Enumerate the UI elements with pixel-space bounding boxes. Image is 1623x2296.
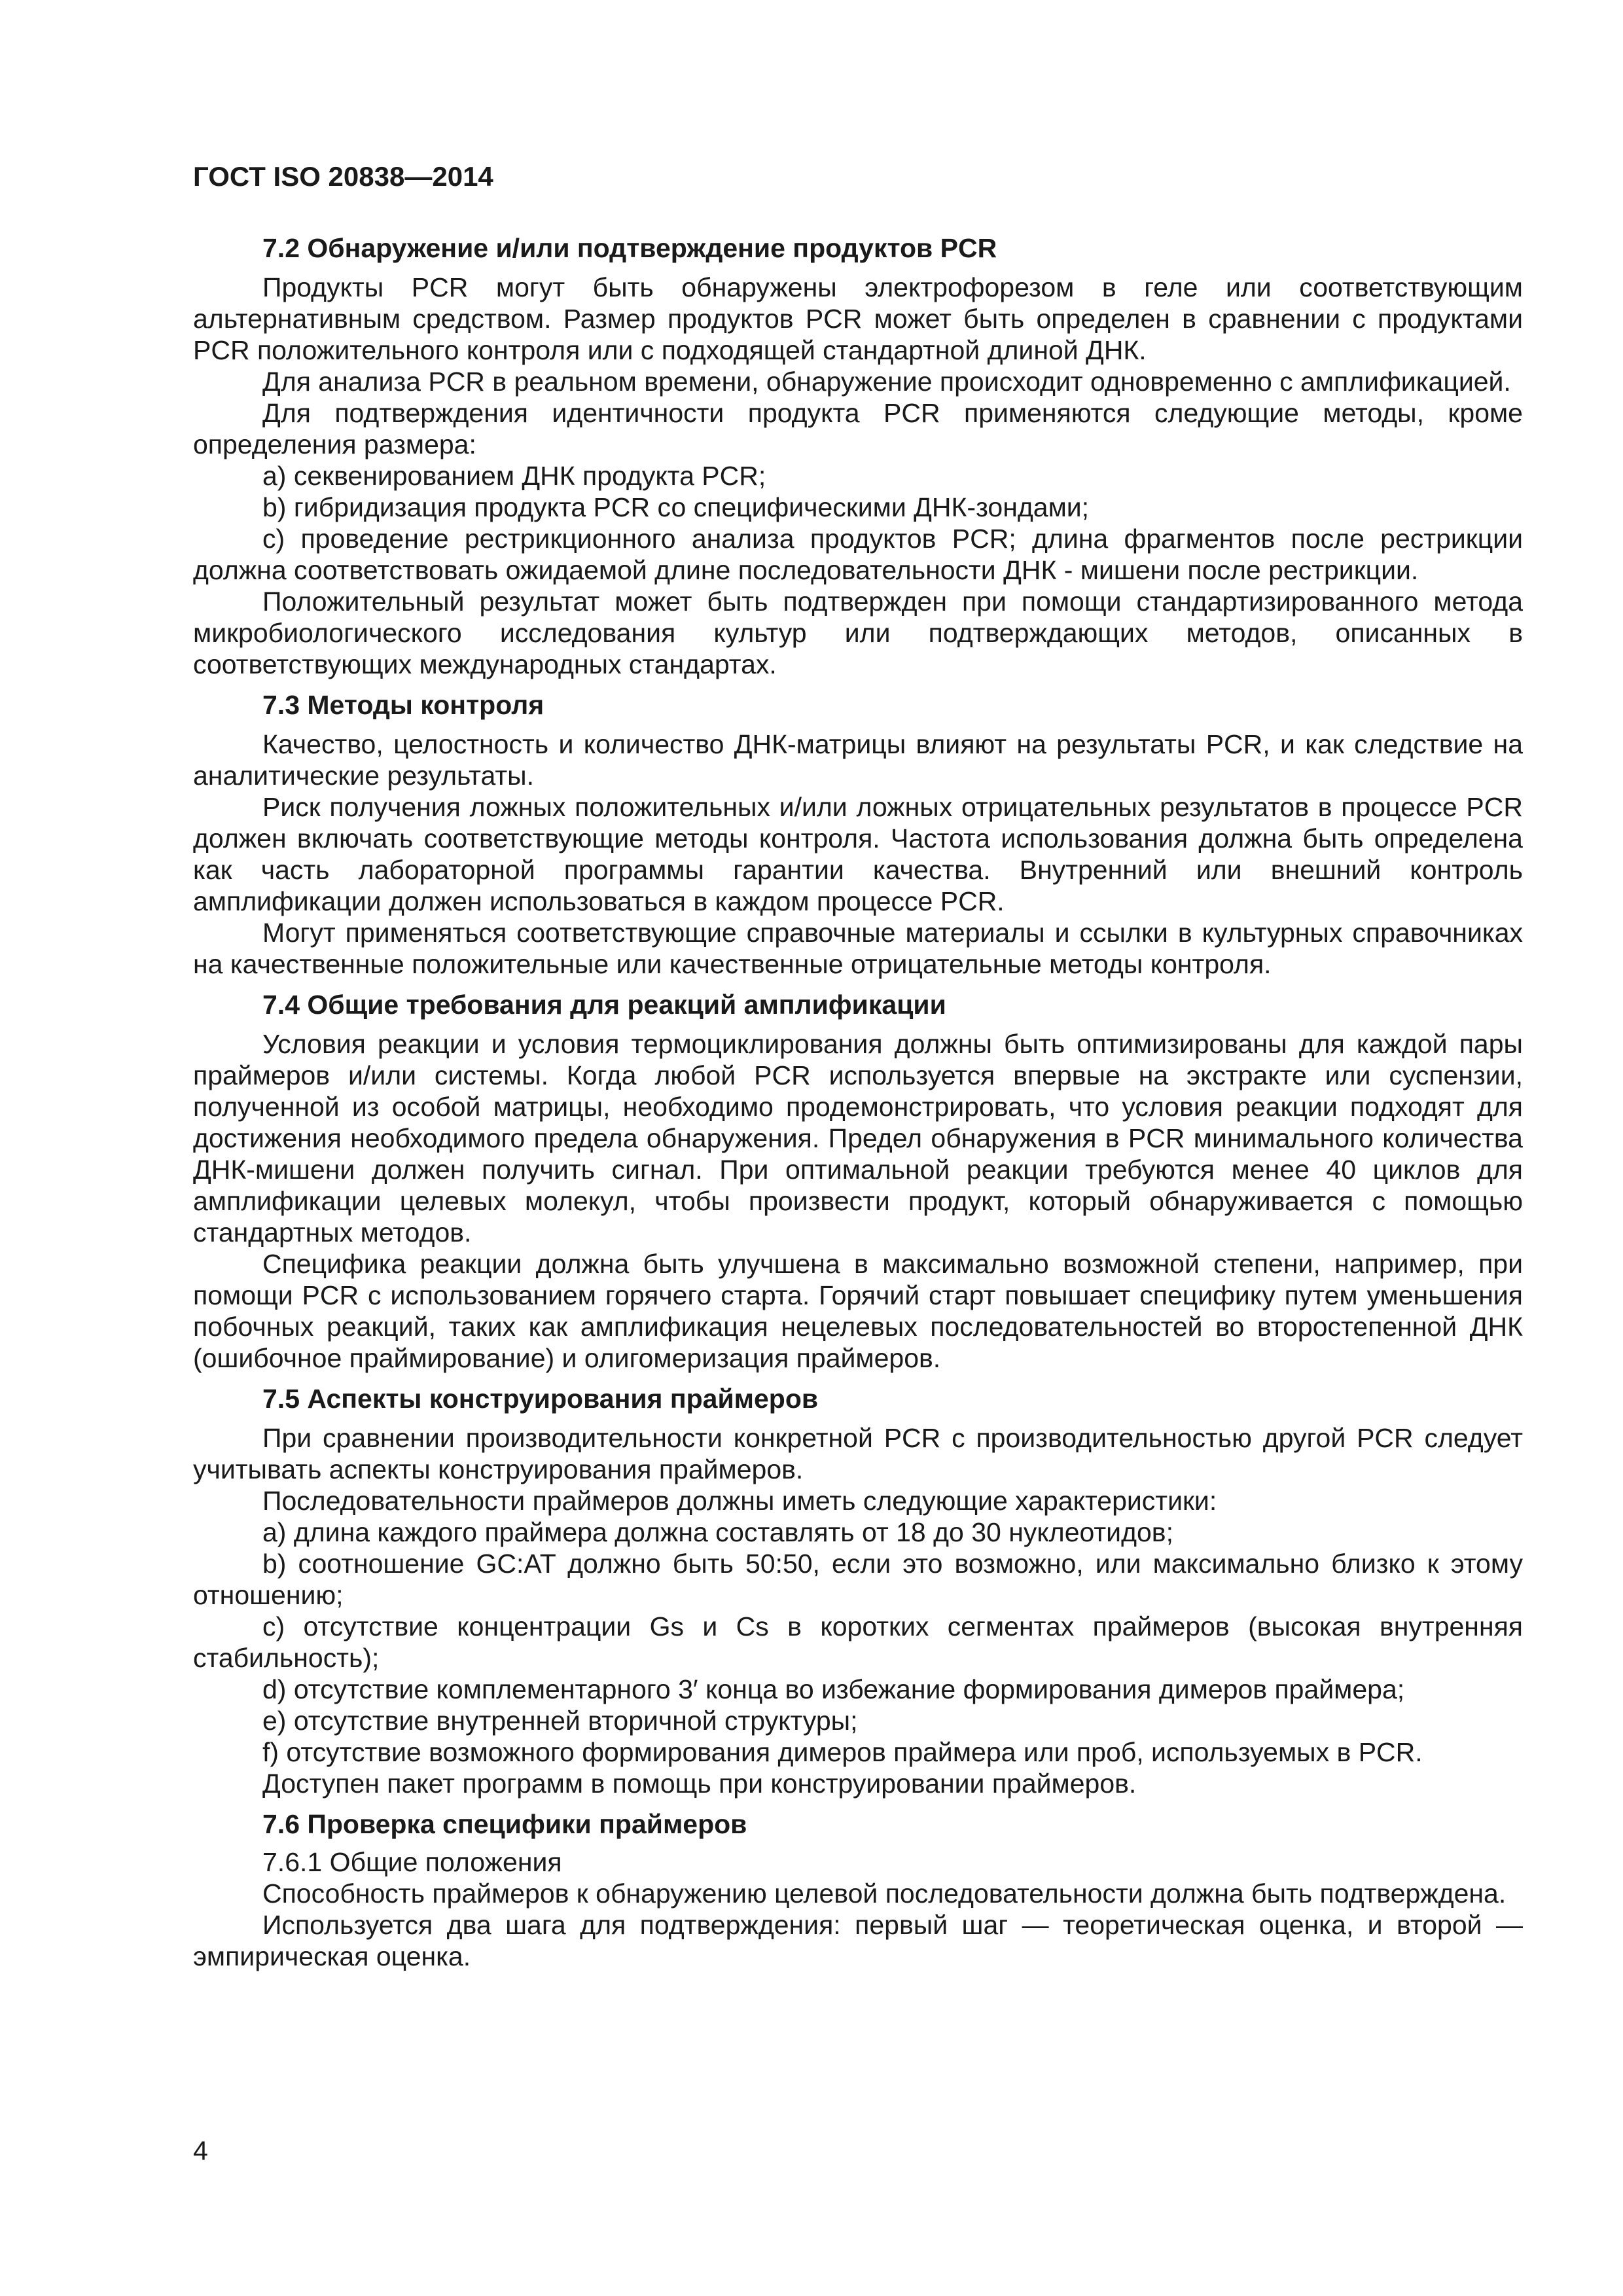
- list-item: a) длина каждого праймера должна составлять от 18 до 30 нуклеотидов;: [262, 1517, 1173, 1547]
- list-item: b) соотношение GC:AT должно быть 50:50, если это возможно, или максимально близко к этому отношению;: [193, 1549, 1523, 1610]
- paragraph: Условия реакции и условия термоциклирования должны быть оптимизированы для каждой пары праймеров и/или системы. Когда любой PCR используется впервые на экстракте или суспензии, полученной из особой матрицы, необходимо продемонстрировать, что условия реакции подходят для достижения необходимого предела обнаружения. Предел обнаружения в PCR минимального количества ДНК-мишени должен получить сигнал. При оптимальной реакции требуются менее 40 циклов для амплификации целевых молекул, чтобы произвести продукт, который обнаруживается с помощью стандартных методов.: [193, 1029, 1523, 1247]
- page-number: 4: [193, 2136, 208, 2166]
- section-heading-7-2: 7.2 Обнаружение и/или подтверждение продуктов PCR: [262, 233, 997, 263]
- paragraph: Способность праймеров к обнаружению целевой последовательности должна быть подтверждена.: [262, 1878, 1507, 1909]
- list-item: c) отсутствие концентрации Gs и Cs в коротких сегментах праймеров (высокая внутренняя стабильность);: [193, 1611, 1523, 1673]
- section-heading-7-4: 7.4 Общие требования для реакций амплификации: [262, 990, 946, 1020]
- list-item: a) секвенированием ДНК продукта PCR;: [262, 461, 766, 491]
- list-item: f) отсутствие возможного формирования димеров праймера или проб, используемых в PCR.: [262, 1737, 1423, 1767]
- paragraph: При сравнении производительности конкретной PCR с производительностью другой PCR следует учитывать аспекты конструирования праймеров.: [193, 1423, 1523, 1484]
- list-item: c) проведение рестрикционного анализа продуктов PCR; длина фрагментов после рестрикции должна соответствовать ожидаемой длине последовательности ДНК - мишени после рестрикции.: [193, 524, 1523, 585]
- list-item: d) отсутствие комплементарного 3′ конца во избежание формирования димеров праймера;: [262, 1674, 1405, 1704]
- paragraph: Могут применяться соответствующие справочные материалы и ссылки в культурных справочниках на качественные положительные или качественные отрицательные методы контроля.: [193, 918, 1523, 979]
- paragraph: Специфика реакции должна быть улучшена в максимально возможной степени, например, при помощи PCR с использованием горячего старта. Горячий старт повышает специфику путем уменьшения побочных реакций, таких как амплификация нецелевых последовательностей во второстепенной ДНК (ошибочное праймирование) и олигомеризация праймеров.: [193, 1249, 1523, 1373]
- standard-header: ГОСТ ISO 20838—2014: [193, 161, 493, 192]
- section-heading-7-3: 7.3 Методы контроля: [262, 690, 544, 720]
- paragraph: Продукты PCR могут быть обнаружены электрофорезом в геле или соответствующим альтернативным средством. Размер продуктов PCR может быть определен в сравнении с продуктами PCR положительного контроля или с подходящей стандартной длиной ДНК.: [193, 272, 1523, 365]
- paragraph: Для анализа PCR в реальном времени, обнаружение происходит одновременно с амплификацией.: [262, 367, 1511, 397]
- paragraph: Последовательности праймеров должны иметь следующие характеристики:: [262, 1486, 1217, 1516]
- list-item: b) гибридизация продукта PCR со специфическими ДНК-зондами;: [262, 492, 1090, 522]
- paragraph: Положительный результат может быть подтвержден при помощи стандартизированного метода микробиологического исследования культур или подтверждающих методов, описанных в соответствующих международных стандартах.: [193, 586, 1523, 679]
- paragraph: Качество, целостность и количество ДНК-матрицы влияют на результаты PCR, и как следствие на аналитические результаты.: [193, 729, 1523, 791]
- section-heading-7-6: 7.6 Проверка специфики праймеров: [262, 1809, 747, 1839]
- list-item: e) отсутствие внутренней вторичной структуры;: [262, 1706, 858, 1736]
- paragraph: Риск получения ложных положительных и/или ложных отрицательных результатов в процессе PCR должен включать соответствующие методы контроля. Частота использования должна быть определена как часть лабораторной программы гарантии качества. Внутренний или внешний контроль амплификации должен использоваться в каждом процессе PCR.: [193, 792, 1523, 916]
- paragraph: Для подтверждения идентичности продукта PCR применяются следующие методы, кроме определения размера:: [193, 398, 1523, 459]
- section-heading-7-5: 7.5 Аспекты конструирования праймеров: [262, 1384, 819, 1414]
- paragraph: Используется два шага для подтверждения: первый шаг — теоретическая оценка, и второй — эмпирическая оценка.: [193, 1910, 1523, 1971]
- document-body: [193, 232, 1523, 1972]
- paragraph: Доступен пакет программ в помощь при конструировании праймеров.: [262, 1768, 1137, 1799]
- subsection-heading-7-6-1: 7.6.1 Общие положения: [262, 1847, 562, 1877]
